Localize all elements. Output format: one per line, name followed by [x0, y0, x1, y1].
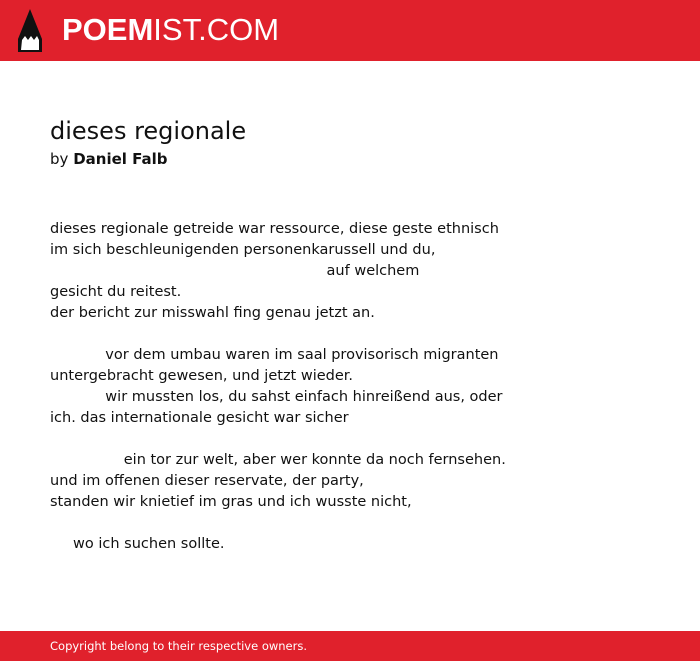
- poem-line: dieses regionale getreide war ressource, diese geste ethnisch: [50, 221, 499, 237]
- poem-line: untergebracht gewesen, und jetzt wieder.: [50, 368, 354, 384]
- poem-line: im sich beschleunigenden personenkarussell und du,: [50, 242, 436, 258]
- poem-line: ein tor zur welt, aber wer konnte da noch fernsehen.: [50, 452, 506, 468]
- copyright-notice: Copyright belong to their respective owners.: [50, 639, 308, 653]
- poem-line: [50, 513, 650, 534]
- poem-line: und im offenen dieser reservate, der party,: [50, 473, 364, 489]
- by-label: by: [50, 150, 69, 168]
- site-header: [0, 0, 700, 61]
- poem-line: wo ich suchen sollte.: [50, 536, 225, 552]
- poem-line: vor dem umbau waren im saal provisorisch migranten: [50, 347, 499, 363]
- poem-line: wir mussten los, du sahst einfach hinreißend aus, oder: [50, 389, 503, 405]
- byline: [50, 149, 168, 169]
- poem-line: [50, 429, 650, 450]
- site-footer: [0, 631, 700, 661]
- poem-body: [50, 219, 650, 555]
- logo-light-text: IST.COM: [153, 12, 280, 47]
- site-logo[interactable]: [62, 12, 279, 48]
- poem-line: standen wir knietief im gras und ich wusste nicht,: [50, 494, 412, 510]
- logo-bold-text: POEM: [62, 12, 154, 47]
- poem-line: [50, 324, 650, 345]
- poem-line: der bericht zur misswahl fing genau jetzt an.: [50, 305, 375, 321]
- pencil-icon[interactable]: [18, 9, 42, 52]
- author-name[interactable]: Daniel Falb: [73, 150, 168, 168]
- poem-line: ich. das internationale gesicht war sicher: [50, 410, 349, 426]
- poem-line: auf welchem: [50, 263, 420, 279]
- poem-line: gesicht du reitest.: [50, 284, 182, 300]
- poem-title: dieses regionale: [50, 117, 247, 145]
